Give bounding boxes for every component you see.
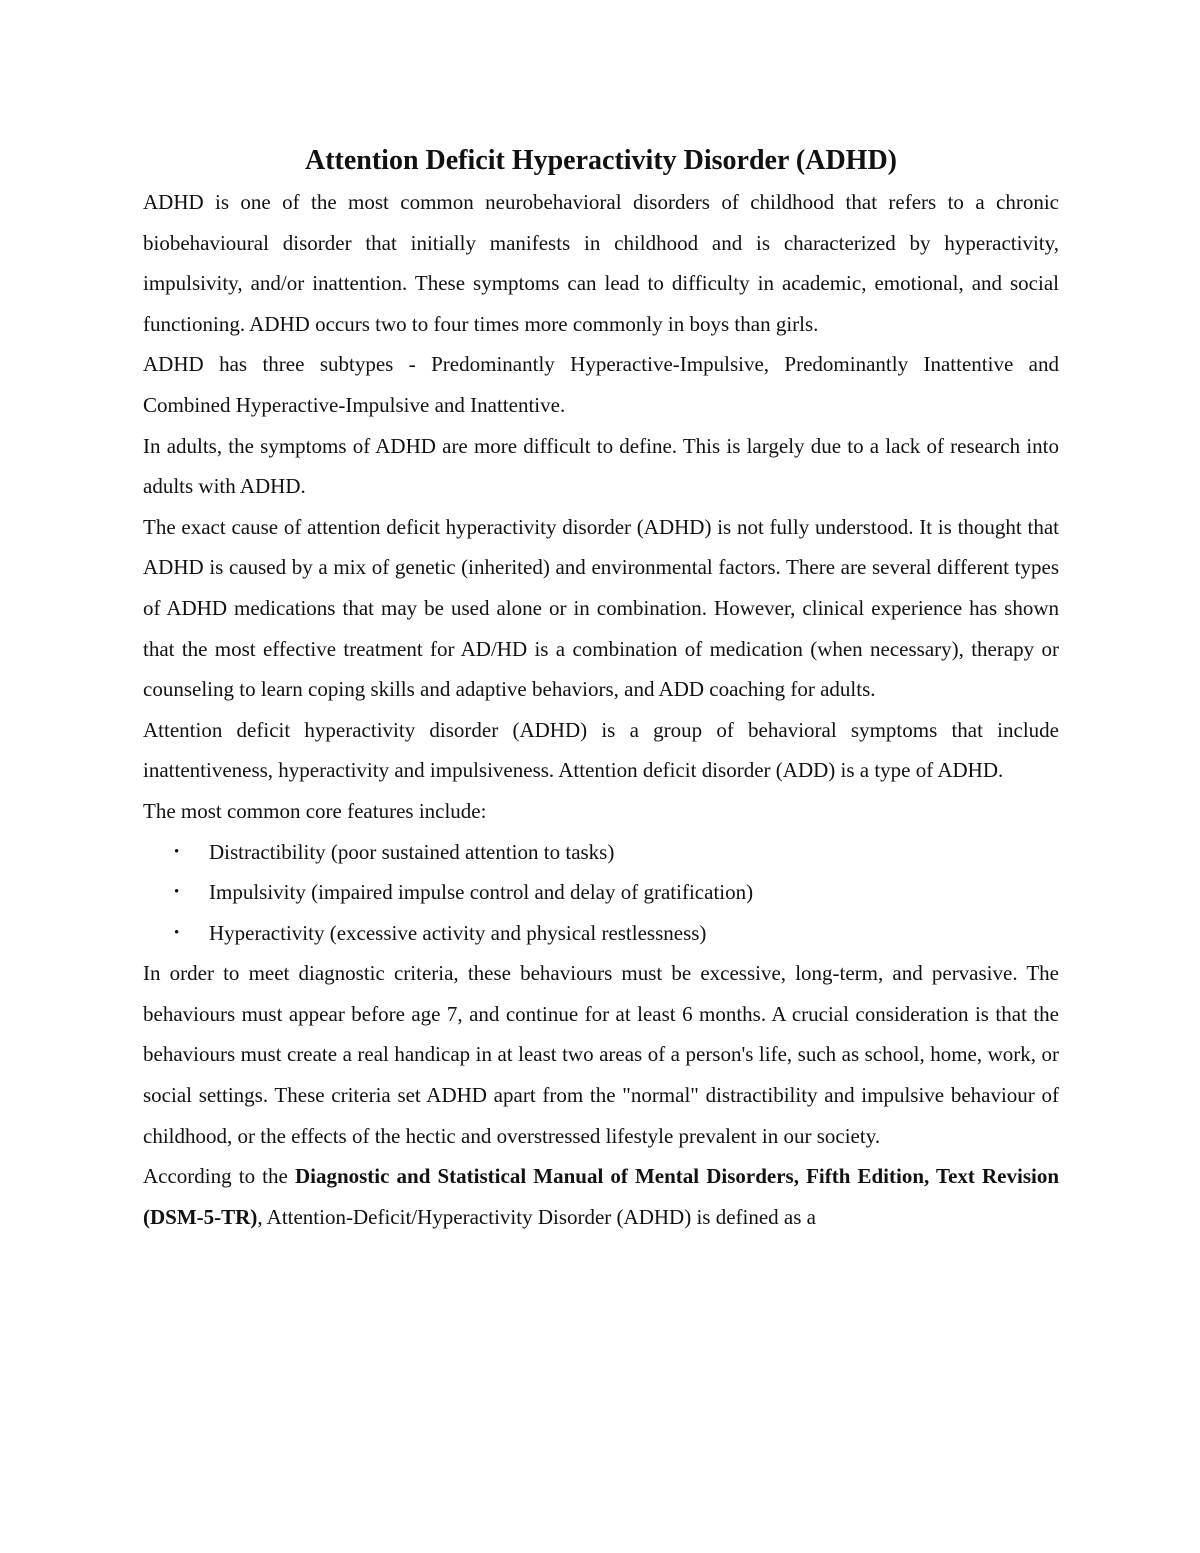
bullet-icon: • [174,884,180,901]
paragraph-adults: In adults, the symptoms of ADHD are more difficult to define. This is largely due to a lack of research into adults with ADHD. [143,433,1059,499]
paragraph-intro: ADHD is one of the most common neurobehavioral disorders of childhood that refers to a chronic biobehavioural disorder that initially manifests in childhood and is characterized by hyperactivity, impulsivity, and/or inattention. These symptoms can lead to difficulty in academic, emotional, and social functioning. ADHD occurs two to four times more commonly in boys than girls. [143,190,1059,336]
dsm-manual-title: Diagnostic and Statistical Manual of Mental Disorders, Fifth Edition, Text Revision (DSM-5-TR) [143,1164,1060,1229]
bullet-icon: • [174,924,180,941]
list-item-text: Distractibility (poor sustained attention to tasks) [209,839,615,864]
dsm-lead-text: According to the [143,1164,295,1189]
paragraph-cause-treatment: The exact cause of attention deficit hyperactivity disorder (ADHD) is not fully understood. It is thought that ADHD is caused by a mix of genetic (inherited) and environmental factors. There are several different types of ADHD medications that may be used alone or in combination. However, clinical experience has shown that the most effective treatment for AD/HD is a combination of medication (when necessary), therapy or counseling to learn coping skills and adaptive behaviors, and ADD coaching for adults. [143,514,1059,702]
paragraph-diagnostic-criteria: In order to meet diagnostic criteria, these behaviours must be excessive, long-term, and pervasive. The behaviours must appear before age 7, and continue for at least 6 months. A crucial consideration is that the behaviours must create a real handicap in at least two areas of a person's life, such as school, home, work, or social settings. These criteria set ADHD apart from the "normal" distractibility and impulsive behaviour of childhood, or the effects of the hectic and overstressed lifestyle prevalent in our society. [143,961,1059,1148]
list-item-text: Impulsivity (impaired impulse control and delay of gratification) [209,880,754,905]
list-item [143,832,1059,873]
paragraph-definition: Attention deficit hyperactivity disorder (ADHD) is a group of behavioral symptoms that include inattentiveness, hyperactivity and impulsiveness. Attention deficit disorder (ADD) is a type of ADHD. [143,717,1059,783]
list-item-text: Hyperactivity (excessive activity and physical restlessness) [209,920,707,945]
document-page [143,140,1059,1237]
paragraph-dsm [143,1156,1059,1237]
core-features-list [143,832,1059,954]
list-item [143,872,1059,913]
paragraph-subtypes: ADHD has three subtypes - Predominantly Hyperactive-Impulsive, Predominantly Inattentive and Combined Hyperactive-Impulsive and Inattentive. [143,352,1059,417]
bullet-icon: • [174,843,180,860]
document-title: Attention Deficit Hyperactivity Disorder (ADHD) [304,145,897,176]
paragraph-core-features-intro: The most common core features include: [143,798,487,823]
dsm-rest-text: , Attention-Deficit/Hyperactivity Disorder (ADHD) is defined as a [257,1204,816,1229]
list-item [143,913,1059,954]
